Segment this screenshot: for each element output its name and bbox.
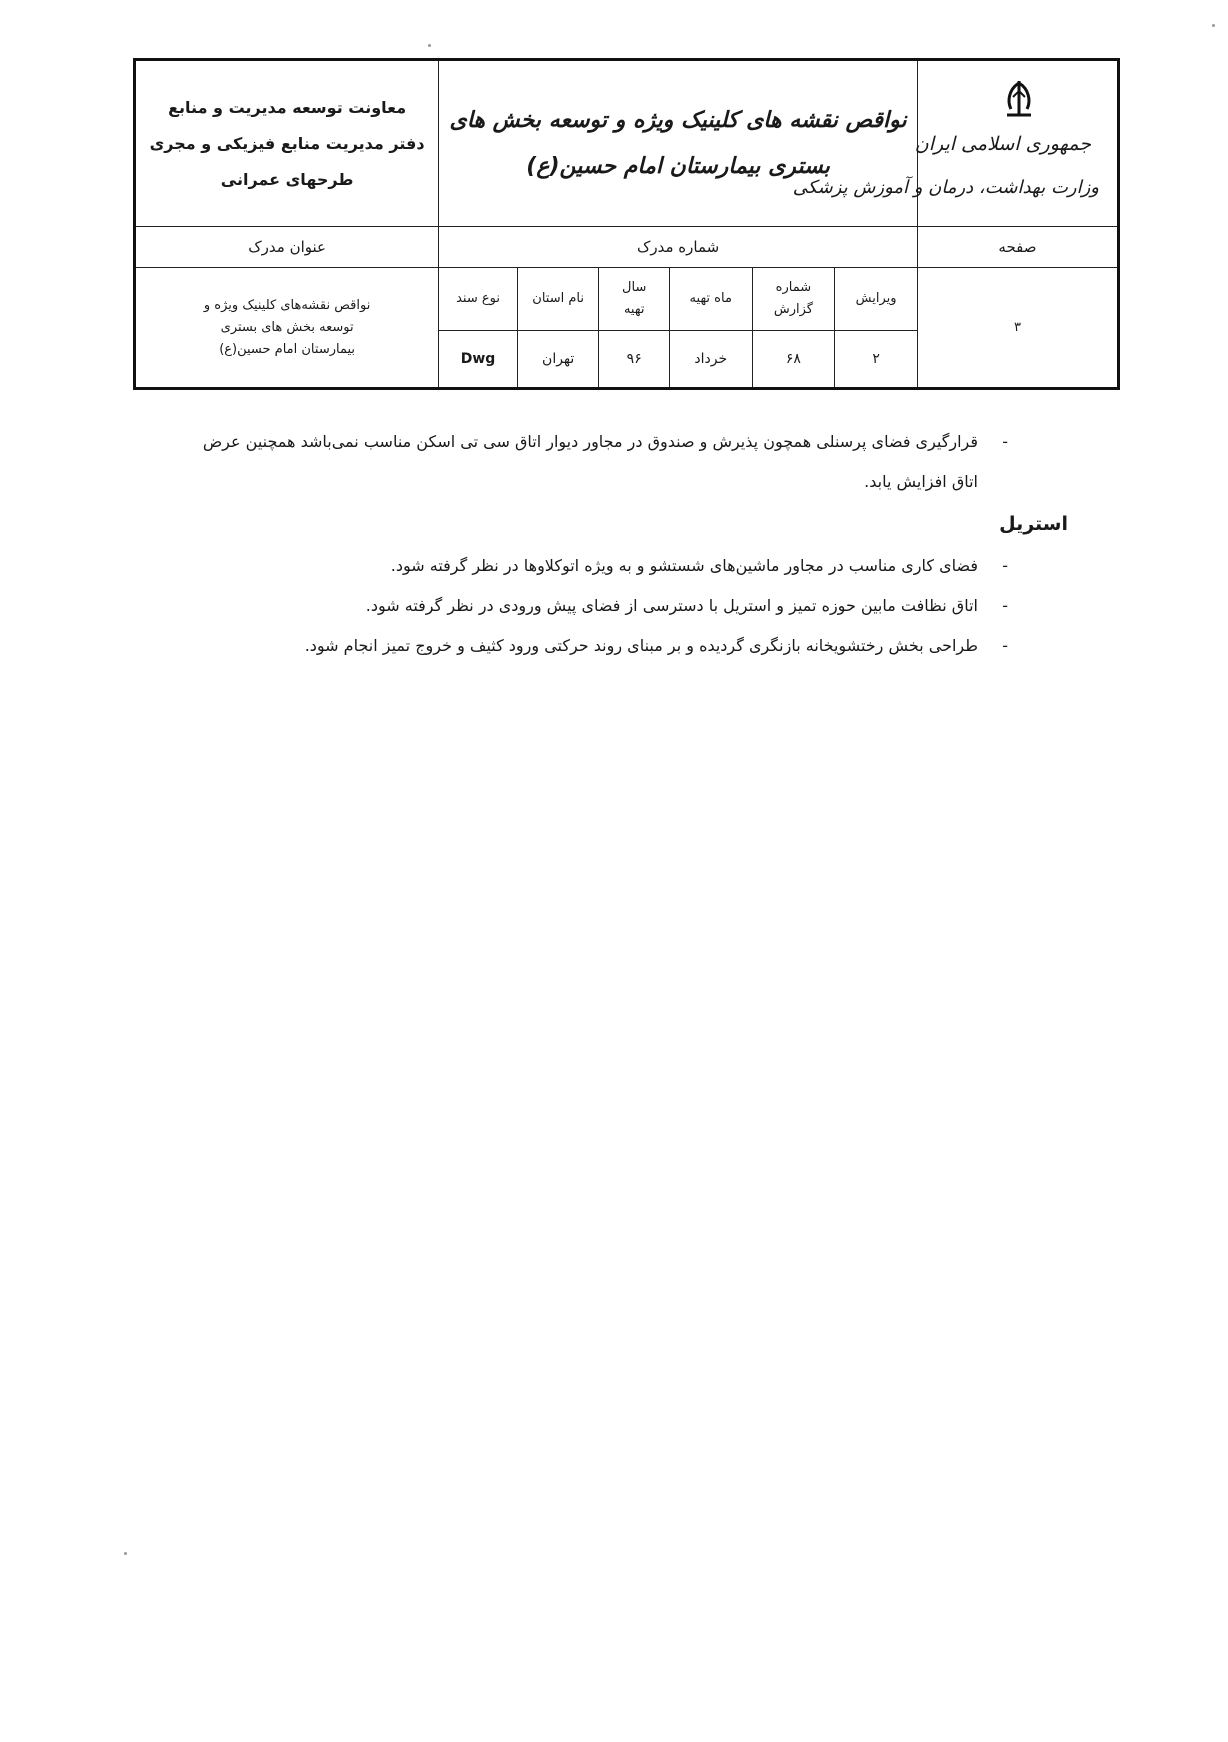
bullet-dash: -	[1002, 636, 1008, 655]
doc-title-line-2: توسعه بخش های بستری	[220, 319, 354, 335]
list-item-text: اتاق نظافت مابین حوزه تمیز و استریل با دسترسی از فضای پیش ورودی در نظر گرفته شود.	[365, 596, 978, 615]
dept-line-2: دفتر مدیریت منابع فیزیکی و مجری	[149, 133, 425, 153]
edition-value: ۲	[835, 331, 918, 389]
year-value: ۹۶	[599, 331, 669, 389]
title-line-2: بستری بیمارستان امام حسین(ع)	[526, 153, 830, 179]
document-main-title	[439, 60, 918, 227]
col-report-number-line-1: شماره	[775, 280, 812, 295]
list-item	[188, 546, 1008, 586]
col-edition: ویرایش	[835, 268, 918, 331]
ministry-logo	[792, 79, 1099, 219]
col-doc-type: نوع سند	[439, 268, 518, 331]
ministry-logo-cell	[792, 60, 1118, 227]
col-report-number-line-2: گزارش	[773, 302, 813, 317]
list-item-text: فضای کاری مناسب در مجاور ماشین‌های شستشو و به ویژه اتوکلاوها در نظر گرفته شود.	[390, 556, 978, 575]
province-value: تهران	[517, 331, 599, 389]
col-year-line-1: سال	[622, 280, 647, 295]
list-item-text: طراحی بخش رختشویخانه بازنگری گردیده و بر مبنای روند حرکتی ورود کثیف و خروج تمیز انجام شود.	[304, 636, 978, 655]
col-year	[599, 268, 669, 331]
col-report-number	[752, 268, 835, 331]
department-info	[135, 60, 439, 227]
doc-type-value: Dwg	[439, 331, 518, 389]
scan-speck	[428, 44, 431, 47]
doc-title-label: عنوان مدرک	[135, 227, 439, 268]
dept-line-1: معاونت توسعه مدیریت و منابع	[168, 97, 407, 117]
intro-bullet-text: قرارگیری فضای پرسنلی همچون پذیرش و صندوق در مجاور دیوار اتاق سی تی اسکن مناسب نمی‌باشد همچنین عرض اتاق افزایش یابد.	[202, 432, 978, 491]
doc-title-value	[135, 268, 439, 389]
col-province: نام استان	[517, 268, 599, 331]
title-line-1: نواقص نقشه های کلینیک ویژه و توسعه بخش های	[449, 107, 907, 133]
month-value: خرداد	[669, 331, 752, 389]
scan-speck	[124, 1552, 127, 1555]
page-label: صفحه	[917, 227, 1118, 268]
doc-title-line-1: نواقص نقشه‌های کلینیک ویژه و	[203, 297, 371, 313]
doc-number-label: شماره مدرک	[439, 227, 918, 268]
document-body	[188, 422, 1068, 666]
bullet-dash: -	[1002, 432, 1008, 451]
list-item	[188, 586, 1008, 626]
report-number-value: ۶۸	[752, 331, 835, 389]
bullet-dash: -	[1002, 596, 1008, 615]
logo-line-2: وزارت بهداشت، درمان و آموزش پزشکی	[792, 177, 1099, 198]
intro-bullet	[188, 422, 1008, 502]
col-year-line-2: تهیه	[623, 302, 645, 317]
dept-line-3: طرحهای عمرانی	[220, 169, 354, 189]
col-month: ماه تهیه	[669, 268, 752, 331]
doc-title-line-3: بیمارستان امام حسین(ع)	[219, 341, 356, 357]
page-number-value: ۳	[917, 268, 1118, 389]
document-header-table	[133, 58, 1120, 390]
scan-speck	[1212, 24, 1215, 27]
section-title-sterile: استریل	[999, 513, 1068, 535]
iran-emblem-icon	[997, 79, 1041, 123]
list-item	[188, 626, 1008, 666]
bullet-dash: -	[1002, 556, 1008, 575]
logo-line-1: جمهوری اسلامی ایران	[914, 133, 1091, 155]
